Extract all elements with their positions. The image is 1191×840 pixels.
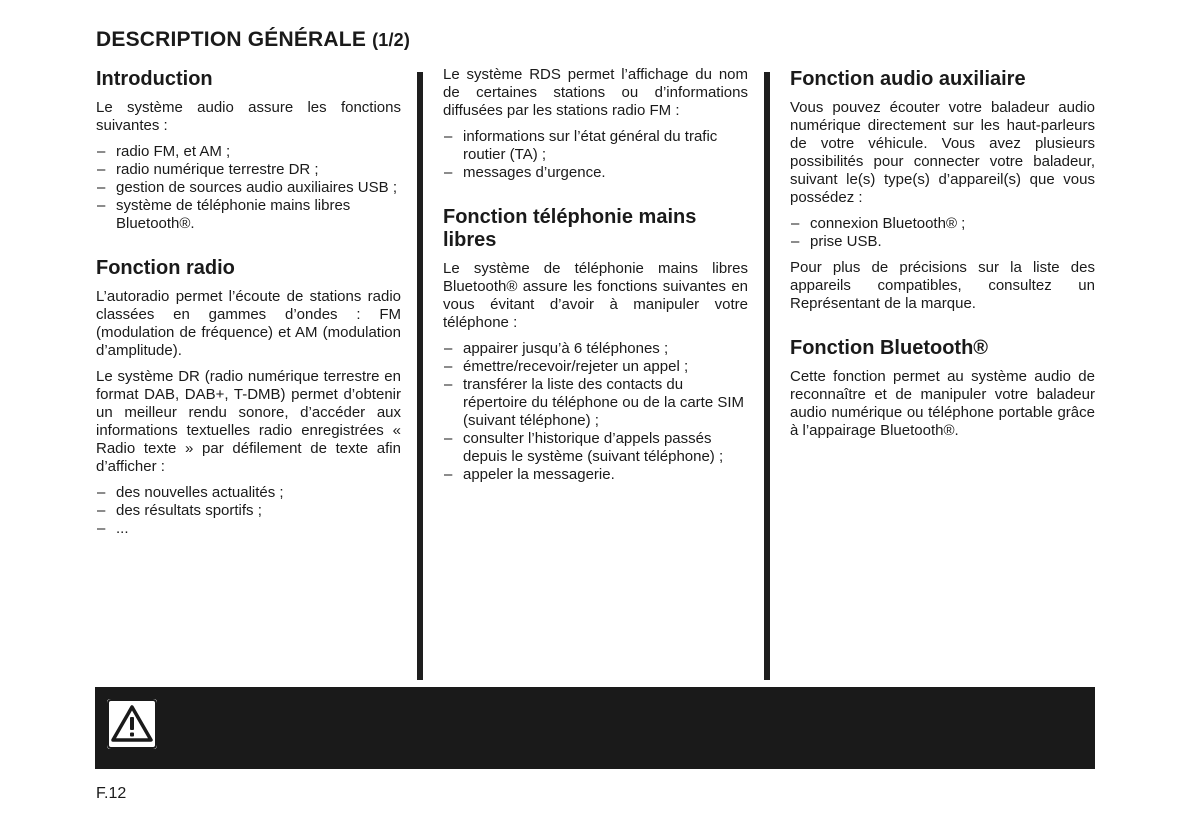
radio-paragraph-1: L’autoradio permet l’écoute de stations radio classées en gammes d’ondes : FM (modulation de fréquence) et AM (modulation d’amplitude). — [96, 288, 401, 359]
list-item: – système de téléphonie mains libres Bluetooth®. — [96, 197, 401, 233]
bluetooth-paragraph: Cette fonction permet au système audio de reconnaître et de manipuler votre baladeur audio numérique ou téléphone portable grâce à l’appairage Bluetooth®. — [790, 368, 1095, 439]
list-item: – prise USB. — [790, 233, 1095, 251]
column-right — [790, 66, 1095, 448]
list-item: – ... — [96, 520, 401, 538]
section-heading-telephony: Fonction téléphonie mains libres — [443, 206, 697, 251]
list-item: – consulter l’historique d’appels passés depuis le système (suivant téléphone) ; — [443, 430, 748, 466]
list-item: – radio FM, et AM ; — [96, 143, 401, 161]
list-item: – gestion de sources audio auxiliaires USB ; — [96, 179, 401, 197]
radio-list — [96, 484, 401, 538]
column-divider-2 — [764, 72, 770, 680]
page-title-text: DESCRIPTION GÉNÉRALE — [96, 28, 367, 51]
column-divider-1 — [417, 72, 423, 680]
list-item: – radio numérique terrestre DR ; — [96, 161, 401, 179]
intro-list — [96, 143, 401, 233]
list-item: – transférer la liste des contacts du répertoire du téléphone ou de la carte SIM (suivant téléphone) ; — [443, 376, 748, 430]
column-left — [96, 66, 401, 546]
telephony-paragraph: Le système de téléphonie mains libres Bluetooth® assure les fonctions suivantes en vous évitant d’avoir à manipuler votre téléphone : — [443, 260, 748, 331]
section-heading-introduction: Introduction — [96, 68, 213, 90]
auxiliary-list — [790, 215, 1095, 251]
list-item: – des nouvelles actualités ; — [96, 484, 401, 502]
warning-box — [95, 687, 1095, 769]
warning-triangle-icon — [107, 699, 157, 749]
list-item: – appeler la messagerie. — [443, 466, 748, 484]
rds-paragraph: Le système RDS permet l’affichage du nom de certaines stations ou d’informations diffusées par les stations radio FM : — [443, 66, 748, 119]
list-item: – émettre/recevoir/rejeter un appel ; — [443, 358, 748, 376]
list-item: – des résultats sportifs ; — [96, 502, 401, 520]
auxiliary-paragraph-1: Vous pouvez écouter votre baladeur audio numérique directement sur les haut-parleurs de votre véhicule. Vous avez plusieurs possibilités pour connecter votre baladeur, suivant le(s) type(s) d’appareil(s) que vous possédez : — [790, 99, 1095, 206]
list-item: – connexion Bluetooth® ; — [790, 215, 1095, 233]
page-title — [96, 28, 410, 52]
radio-paragraph-2: Le système DR (radio numérique terrestre en format DAB, DAB+, T-DMB) permet d’obtenir un meilleur rendu sonore, d’accéder aux informations textuelles radio enregistrées « Radio texte » par défilement de texte afin d’afficher : — [96, 368, 401, 475]
intro-paragraph: Le système audio assure les fonctions suivantes : — [96, 99, 401, 134]
list-item: – messages d’urgence. — [443, 164, 748, 182]
page-number: F.12 — [96, 785, 127, 802]
rds-list — [443, 128, 748, 182]
telephony-list — [443, 340, 748, 484]
page-title-suffix: (1/2) — [372, 30, 411, 50]
section-heading-bluetooth: Fonction Bluetooth® — [790, 337, 989, 359]
column-middle — [443, 66, 748, 492]
list-item: – appairer jusqu’à 6 téléphones ; — [443, 340, 748, 358]
section-heading-radio: Fonction radio — [96, 257, 235, 279]
list-item: – informations sur l’état général du trafic routier (TA) ; — [443, 128, 748, 164]
section-heading-auxiliary: Fonction audio auxiliaire — [790, 68, 1026, 90]
auxiliary-paragraph-2: Pour plus de précisions sur la liste des appareils compatibles, consultez un Représentant de la marque. — [790, 259, 1095, 312]
